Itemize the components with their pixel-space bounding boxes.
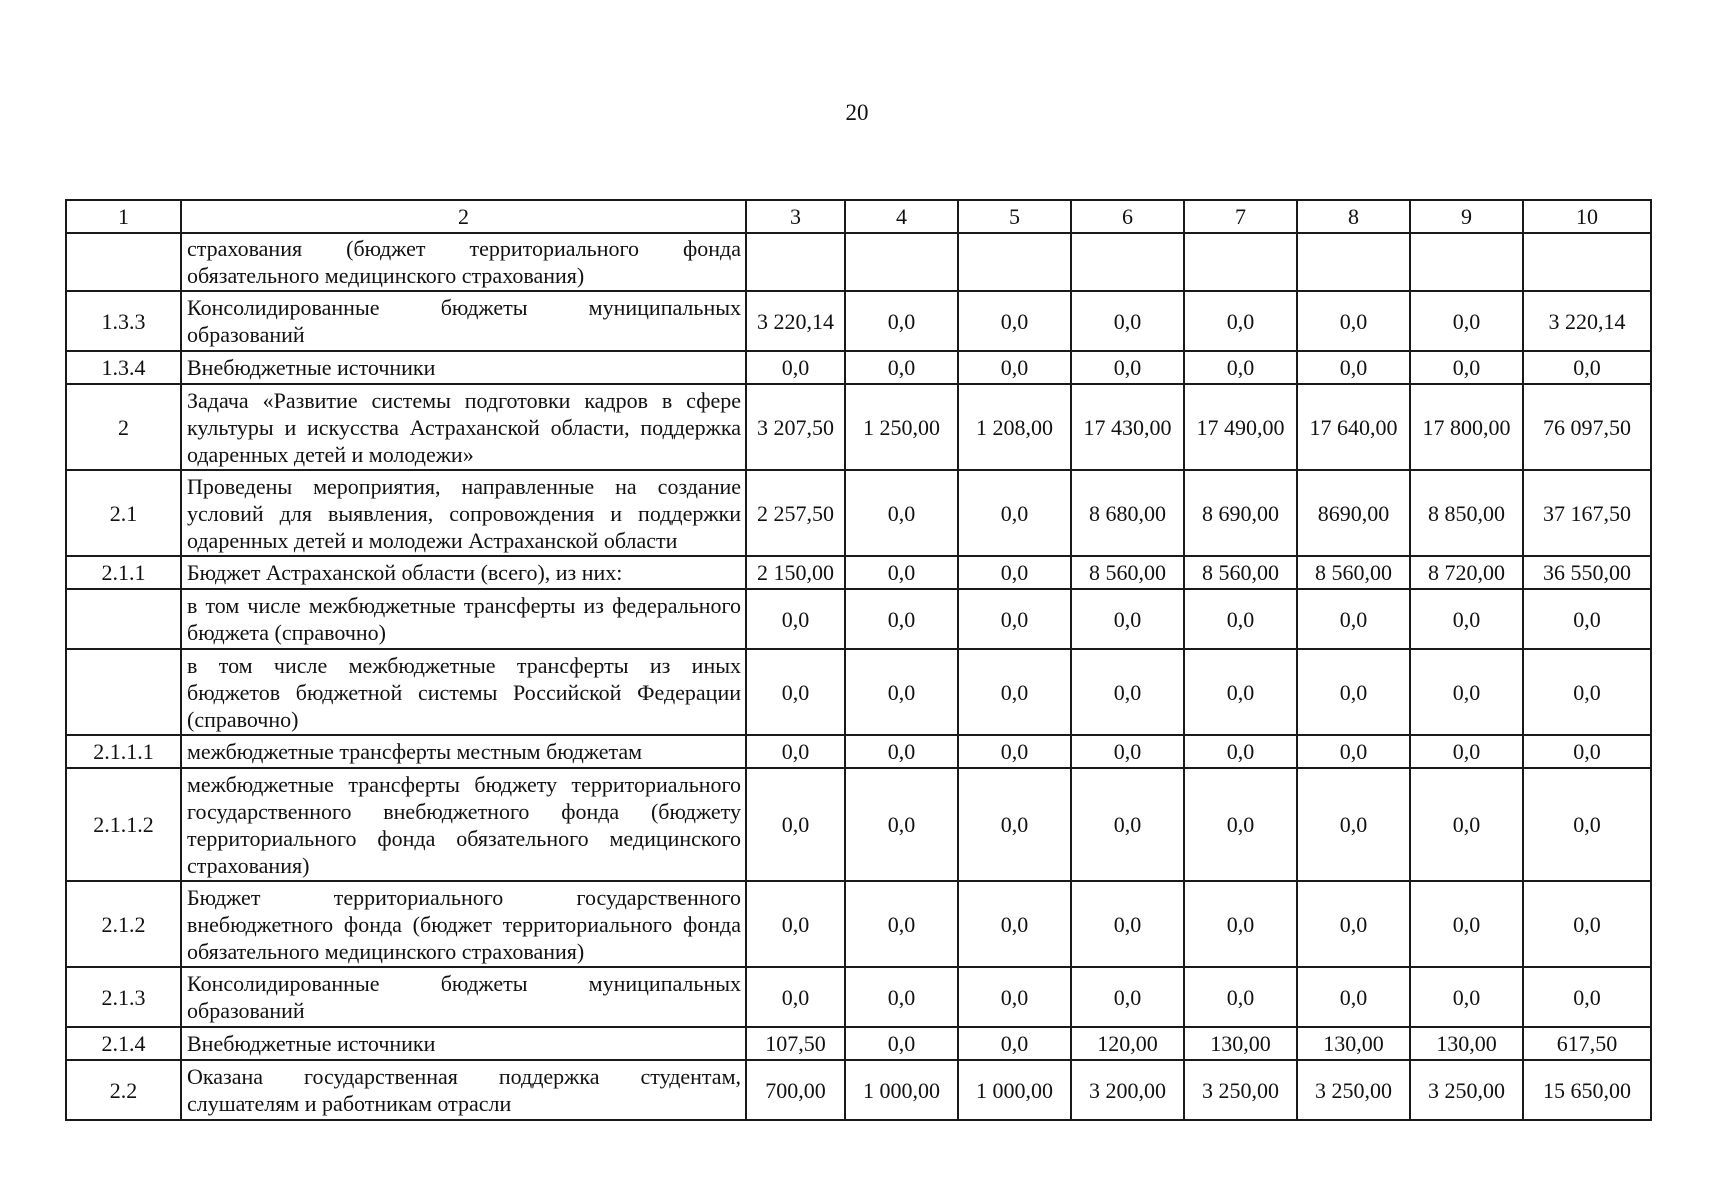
row-description: Задача «Развитие системы подготовки кадров в сфере культуры и искусства Астраханской области, поддержка одаренных детей и молодежи» (181, 384, 746, 470)
value-col-6: 120,00 (1071, 1027, 1184, 1060)
value-col-10: 0,0 (1523, 768, 1651, 881)
row-code: 1.3.3 (66, 291, 181, 351)
table-row (66, 768, 1651, 881)
value-col-10: 76 097,50 (1523, 384, 1651, 470)
value-col-4: 0,0 (845, 470, 958, 556)
row-code (66, 233, 181, 291)
value-col-7: 0,0 (1184, 967, 1297, 1027)
value-col-3: 0,0 (746, 351, 845, 384)
value-col-5: 0,0 (958, 735, 1071, 768)
row-description: Консолидированные бюджеты муниципальных образований (181, 967, 746, 1027)
row-description: Внебюджетные источники (181, 1027, 746, 1060)
value-col-5: 0,0 (958, 881, 1071, 967)
value-col-3: 2 150,00 (746, 556, 845, 589)
row-description: Оказана государственная поддержка студентам, слушателям и работникам отрасли (181, 1060, 746, 1120)
value-col-9: 0,0 (1410, 649, 1523, 735)
value-col-5: 0,0 (958, 589, 1071, 649)
value-col-3: 107,50 (746, 1027, 845, 1060)
column-number-7: 7 (1184, 200, 1297, 233)
value-col-3: 0,0 (746, 768, 845, 881)
column-number-3: 3 (746, 200, 845, 233)
column-number-10: 10 (1523, 200, 1651, 233)
value-col-6: 0,0 (1071, 589, 1184, 649)
value-col-7: 0,0 (1184, 291, 1297, 351)
value-col-8: 17 640,00 (1297, 384, 1410, 470)
value-col-8: 0,0 (1297, 351, 1410, 384)
row-description: Внебюджетные источники (181, 351, 746, 384)
value-col-4: 0,0 (845, 589, 958, 649)
value-col-3: 0,0 (746, 649, 845, 735)
value-col-10: 3 220,14 (1523, 291, 1651, 351)
value-col-4: 1 250,00 (845, 384, 958, 470)
value-col-6 (1071, 233, 1184, 291)
value-col-5: 0,0 (958, 768, 1071, 881)
row-description: межбюджетные трансферты местным бюджетам (181, 735, 746, 768)
value-col-9: 17 800,00 (1410, 384, 1523, 470)
value-col-6: 0,0 (1071, 768, 1184, 881)
row-description: страхования (бюджет территориального фонда обязательного медицинского страхования) (181, 233, 746, 291)
table-row (66, 291, 1651, 351)
value-col-5: 0,0 (958, 967, 1071, 1027)
table-row (66, 233, 1651, 291)
value-col-7: 0,0 (1184, 649, 1297, 735)
value-col-10: 0,0 (1523, 351, 1651, 384)
value-col-7: 0,0 (1184, 589, 1297, 649)
value-col-7: 3 250,00 (1184, 1060, 1297, 1120)
value-col-8: 130,00 (1297, 1027, 1410, 1060)
value-col-6: 8 560,00 (1071, 556, 1184, 589)
table-row (66, 384, 1651, 470)
value-col-6: 0,0 (1071, 881, 1184, 967)
value-col-6: 3 200,00 (1071, 1060, 1184, 1120)
value-col-9: 0,0 (1410, 967, 1523, 1027)
value-col-8: 3 250,00 (1297, 1060, 1410, 1120)
value-col-3: 0,0 (746, 881, 845, 967)
value-col-5: 0,0 (958, 470, 1071, 556)
row-description: Бюджет территориального государственного внебюджетного фонда (бюджет территориального фонда обязательного медицинского страхования) (181, 881, 746, 967)
column-number-1: 1 (66, 200, 181, 233)
value-col-9: 0,0 (1410, 351, 1523, 384)
value-col-3: 700,00 (746, 1060, 845, 1120)
value-col-6: 0,0 (1071, 291, 1184, 351)
value-col-3: 0,0 (746, 967, 845, 1027)
value-col-8: 0,0 (1297, 881, 1410, 967)
value-col-5 (958, 233, 1071, 291)
value-col-4 (845, 233, 958, 291)
value-col-5: 0,0 (958, 649, 1071, 735)
value-col-4: 0,0 (845, 556, 958, 589)
value-col-3: 0,0 (746, 589, 845, 649)
row-description: Консолидированные бюджеты муниципальных образований (181, 291, 746, 351)
value-col-10: 37 167,50 (1523, 470, 1651, 556)
table-row (66, 1060, 1651, 1120)
column-number-6: 6 (1071, 200, 1184, 233)
row-code: 2.1.1.1 (66, 735, 181, 768)
row-code: 2.2 (66, 1060, 181, 1120)
value-col-8: 0,0 (1297, 291, 1410, 351)
value-col-10: 0,0 (1523, 881, 1651, 967)
value-col-8 (1297, 233, 1410, 291)
row-code (66, 589, 181, 649)
value-col-8: 0,0 (1297, 589, 1410, 649)
table-row (66, 470, 1651, 556)
value-col-8: 8 560,00 (1297, 556, 1410, 589)
value-col-6: 8 680,00 (1071, 470, 1184, 556)
row-code: 2.1.3 (66, 967, 181, 1027)
table-row (66, 556, 1651, 589)
value-col-6: 0,0 (1071, 351, 1184, 384)
value-col-7 (1184, 233, 1297, 291)
value-col-5: 0,0 (958, 291, 1071, 351)
value-col-9: 0,0 (1410, 291, 1523, 351)
value-col-7: 17 490,00 (1184, 384, 1297, 470)
value-col-4: 1 000,00 (845, 1060, 958, 1120)
value-col-8: 0,0 (1297, 768, 1410, 881)
column-number-2: 2 (181, 200, 746, 233)
value-col-7: 0,0 (1184, 768, 1297, 881)
value-col-6: 0,0 (1071, 735, 1184, 768)
value-col-3: 0,0 (746, 735, 845, 768)
value-col-10: 617,50 (1523, 1027, 1651, 1060)
row-code: 1.3.4 (66, 351, 181, 384)
value-col-7: 0,0 (1184, 881, 1297, 967)
value-col-4: 0,0 (845, 649, 958, 735)
table-row (66, 589, 1651, 649)
value-col-5: 0,0 (958, 351, 1071, 384)
value-col-10: 0,0 (1523, 735, 1651, 768)
row-code: 2.1.1.2 (66, 768, 181, 881)
value-col-6: 0,0 (1071, 649, 1184, 735)
value-col-6: 0,0 (1071, 967, 1184, 1027)
value-col-5: 1 000,00 (958, 1060, 1071, 1120)
value-col-4: 0,0 (845, 881, 958, 967)
value-col-7: 130,00 (1184, 1027, 1297, 1060)
value-col-4: 0,0 (845, 291, 958, 351)
value-col-3: 3 220,14 (746, 291, 845, 351)
value-col-8: 0,0 (1297, 735, 1410, 768)
value-col-5: 0,0 (958, 556, 1071, 589)
column-number-5: 5 (958, 200, 1071, 233)
value-col-10: 0,0 (1523, 589, 1651, 649)
row-description: в том числе межбюджетные трансферты из федерального бюджета (справочно) (181, 589, 746, 649)
value-col-3: 2 257,50 (746, 470, 845, 556)
table-row (66, 881, 1651, 967)
value-col-3 (746, 233, 845, 291)
table-row (66, 735, 1651, 768)
page-number: 20 (845, 100, 869, 125)
value-col-7: 8 560,00 (1184, 556, 1297, 589)
row-description: межбюджетные трансферты бюджету территориального государственного внебюджетного фонда (бюджету территориального фонда обязательного медицинского страхования) (181, 768, 746, 881)
row-description: в том числе межбюджетные трансферты из иных бюджетов бюджетной системы Российской Федерации (справочно) (181, 649, 746, 735)
value-col-10 (1523, 233, 1651, 291)
table-row (66, 1027, 1651, 1060)
value-col-5: 0,0 (958, 1027, 1071, 1060)
row-code: 2.1 (66, 470, 181, 556)
table-body (66, 200, 1651, 1120)
row-code: 2.1.1 (66, 556, 181, 589)
value-col-4: 0,0 (845, 768, 958, 881)
row-description: Бюджет Астраханской области (всего), из них: (181, 556, 746, 589)
row-code: 2 (66, 384, 181, 470)
header-row (66, 200, 1651, 233)
value-col-10: 15 650,00 (1523, 1060, 1651, 1120)
value-col-4: 0,0 (845, 967, 958, 1027)
value-col-10: 0,0 (1523, 967, 1651, 1027)
value-col-9: 0,0 (1410, 768, 1523, 881)
value-col-4: 0,0 (845, 1027, 958, 1060)
column-number-4: 4 (845, 200, 958, 233)
value-col-9: 0,0 (1410, 589, 1523, 649)
row-code (66, 649, 181, 735)
table-row (66, 649, 1651, 735)
value-col-7: 0,0 (1184, 351, 1297, 384)
value-col-9: 0,0 (1410, 881, 1523, 967)
row-description: Проведены мероприятия, направленные на создание условий для выявления, сопровождения и поддержки одаренных детей и молодежи Астраханской области (181, 470, 746, 556)
value-col-10: 36 550,00 (1523, 556, 1651, 589)
value-col-10: 0,0 (1523, 649, 1651, 735)
value-col-8: 8690,00 (1297, 470, 1410, 556)
table-row (66, 967, 1651, 1027)
value-col-8: 0,0 (1297, 967, 1410, 1027)
column-number-9: 9 (1410, 200, 1523, 233)
value-col-9: 8 850,00 (1410, 470, 1523, 556)
value-col-7: 8 690,00 (1184, 470, 1297, 556)
value-col-9: 8 720,00 (1410, 556, 1523, 589)
value-col-3: 3 207,50 (746, 384, 845, 470)
column-number-8: 8 (1297, 200, 1410, 233)
value-col-4: 0,0 (845, 735, 958, 768)
budget-table (65, 199, 1652, 1121)
value-col-7: 0,0 (1184, 735, 1297, 768)
value-col-9: 0,0 (1410, 735, 1523, 768)
value-col-9: 3 250,00 (1410, 1060, 1523, 1120)
row-code: 2.1.2 (66, 881, 181, 967)
value-col-8: 0,0 (1297, 649, 1410, 735)
value-col-6: 17 430,00 (1071, 384, 1184, 470)
table-row (66, 351, 1651, 384)
value-col-9 (1410, 233, 1523, 291)
value-col-4: 0,0 (845, 351, 958, 384)
row-code: 2.1.4 (66, 1027, 181, 1060)
value-col-5: 1 208,00 (958, 384, 1071, 470)
value-col-9: 130,00 (1410, 1027, 1523, 1060)
